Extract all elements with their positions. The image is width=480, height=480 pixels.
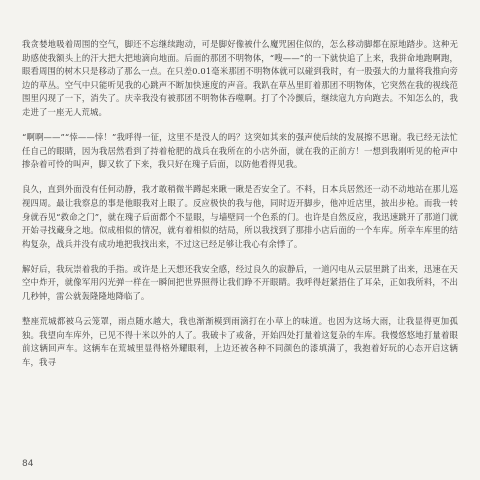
paragraph-1: 我贪婪地吸着周围的空气，脚还不忘继续跑动，可是脚好像被什么魔咒困住似的，怎么移动脚都在原地踏步。这种无助感使我额头上的汗大把大把地滴向地面。后面的那团不明物体，“嗖——”的一下就快追了上来，我拼命地跑啊跑，眼看周围的树木只是移动了那么一点。在只差0.01毫米那团不明物体就可以碰到我时，有一股强大的力量将我推向旁边的草丛。空气中只能听见我的心跳声不断加快速度的声音。我趴在草丛里盯着那团不明物体，它突然在我的视线范围里闪现了一下，消失了。庆幸我没有被那团不明物体吞噬啊。打了个冷颤后，继续寇九方向跑去。不知怎么的，我走进了一座无人荒城。	[22, 39, 458, 117]
page-number: 84	[22, 459, 34, 469]
paragraph-5: 整座荒城都被乌云笼罩，雨点随水越大，我也渐渐模到雨滴打在小草上的味道。也因为这场大雨，让我显得更加孤独。我望向车库外，已见不得十米以外的人了。我破卡了戒备，开始四处打量着这复杂的车库。我慢悠悠地打量着眼前这辆回声车。这辆车在荒城里显得格外耀眼利，上边还被各种不同颜色的漆填满了，我抱着好玩的心态开启这辆车，我寻	[22, 316, 458, 367]
paragraph-2: “啊啊——”“悻——悻！”我呼得一征，这里不是没人的吗？这突如其来的强声使后续的发展擦不思谢。我已经无法忙任自己的眼睛，因为我居然看到了持着枪肥的战兵在我所在的小店外面，就在我的正前方！一想到我刚听见的枪声中掺杂着可怜的叫声，脚又软了下来，我只好在瑰子后面，以防他看得见我。	[22, 132, 458, 170]
paragraph-4: 解好后，我玩崇着我的手指。或许是上天想还我安全感，经过良久的寂静后，一道闪电从云层里跳了出来，迅速在天空中炸开，就像军用闪光弹一样在一瞬间把世界照得让我们睁不开眼睛。我呼得赶紧捂住了耳朵，正如我所料，不出几秒钟，雷公就轰隆隆地降临了。	[22, 263, 458, 301]
body-text	[22, 38, 458, 381]
paragraph-3: 良久，直到外面没有任何动静，我才敢稍微半蹲起来瞅一瞅是否安全了。不料，日本兵居然还一动不动地站在那儿巡视四周。最让我察息的事是他眼我对上眼了。反应极快的我与他，同时迈开脚步，他冲近店里，披出步枪。而我一转身就吞见“救命之门”，就在瑰子后面都个不显眼，与墙壁同一个色系的门。也许是自然反应，我迅速跳开了那道门就开始寻找藏身之地。似成相似的情况，就有着相似的结局，所以我找到了那排小店后面的一个车库。所幸车库里的结构复杂，战兵并没有成功地把我找出来，不过这已经足够让我心有余悸了。	[22, 184, 458, 249]
